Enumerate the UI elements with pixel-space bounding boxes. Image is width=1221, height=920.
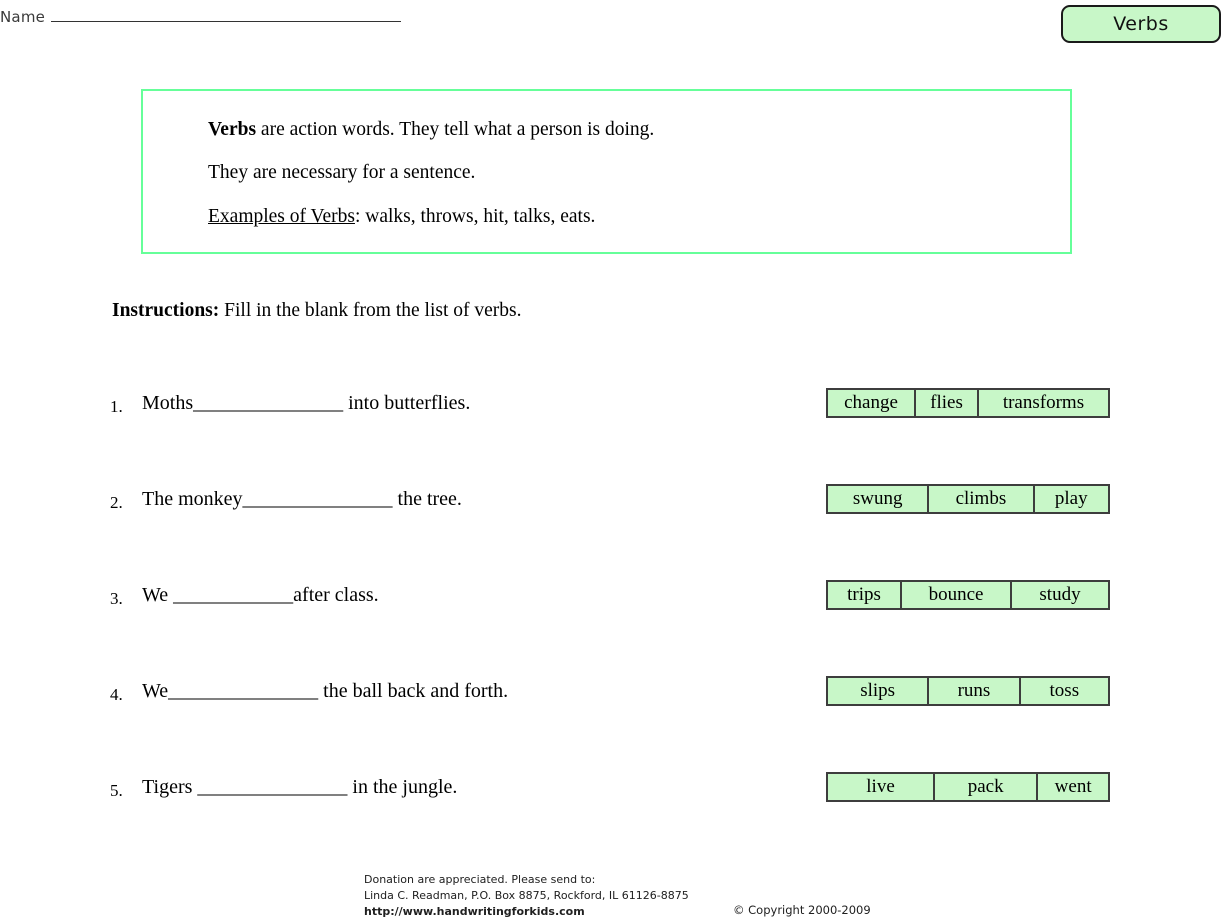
word-choice-cell[interactable]: transforms xyxy=(978,389,1109,417)
word-choice-table xyxy=(826,484,1110,514)
word-choice-table xyxy=(826,676,1110,706)
question-number: 5. xyxy=(110,781,123,800)
footer-address-line: Linda C. Readman, P.O. Box 8875, Rockford, IL 61126-8875 xyxy=(364,888,689,902)
word-choice-cell[interactable]: study xyxy=(1011,581,1109,609)
question-sentence[interactable]: We ____________after class. xyxy=(142,584,379,606)
question-number: 4. xyxy=(110,685,123,704)
question-number: 1. xyxy=(110,397,123,416)
instructions xyxy=(112,300,521,322)
definition-keyword: Verbs xyxy=(208,119,257,140)
word-choice-cell[interactable]: climbs xyxy=(928,485,1033,513)
question-row xyxy=(110,392,1110,432)
footer xyxy=(364,872,689,920)
question-number: 3. xyxy=(110,589,123,608)
word-choice-cell[interactable]: slips xyxy=(827,677,928,705)
definition-line-1 xyxy=(208,119,1070,140)
name-field-row xyxy=(0,8,401,26)
definition-examples-label: Examples of Verbs xyxy=(208,205,355,227)
word-choice-cell[interactable]: live xyxy=(827,773,934,801)
word-choice-cell[interactable]: play xyxy=(1034,485,1109,513)
footer-website-link[interactable]: http://www.handwritingforkids.com xyxy=(364,904,585,918)
question-sentence[interactable]: The monkey_______________ the tree. xyxy=(142,488,462,510)
question-row xyxy=(110,776,1110,816)
definition-line-3 xyxy=(208,206,1070,227)
table-row xyxy=(827,773,1109,801)
question-row xyxy=(110,584,1110,624)
word-choice-cell[interactable]: pack xyxy=(934,773,1037,801)
question-row xyxy=(110,488,1110,528)
worksheet-title-badge: Verbs xyxy=(1061,5,1221,43)
table-row xyxy=(827,389,1109,417)
table-row xyxy=(827,677,1109,705)
word-choice-cell[interactable]: went xyxy=(1037,773,1109,801)
question-row xyxy=(110,680,1110,720)
word-choice-table xyxy=(826,388,1110,418)
table-row xyxy=(827,485,1109,513)
instructions-text: Fill in the blank from the list of verbs. xyxy=(219,300,522,321)
question-number: 2. xyxy=(110,493,123,512)
definition-examples-list: : walks, throws, hit, talks, eats. xyxy=(354,205,596,227)
word-choice-cell[interactable]: flies xyxy=(915,389,978,417)
instructions-label: Instructions: xyxy=(112,300,220,321)
definition-line-2: They are necessary for a sentence. xyxy=(208,162,476,184)
word-choice-cell[interactable]: toss xyxy=(1020,677,1109,705)
question-sentence[interactable]: Tigers _______________ in the jungle. xyxy=(142,776,458,798)
footer-donation-line: Donation are appreciated. Please send to: xyxy=(364,873,596,886)
word-choice-cell[interactable]: swung xyxy=(827,485,928,513)
definition-line-1-rest: are action words. They tell what a person is doing. xyxy=(256,119,655,140)
word-choice-table xyxy=(826,580,1110,610)
word-choice-table xyxy=(826,772,1110,802)
definition-box xyxy=(141,89,1072,254)
word-choice-cell[interactable]: bounce xyxy=(901,581,1011,609)
word-choice-cell[interactable]: runs xyxy=(928,677,1019,705)
table-row xyxy=(827,581,1109,609)
word-choice-cell[interactable]: change xyxy=(827,389,915,417)
question-sentence[interactable]: Moths_______________ into butterflies. xyxy=(142,392,471,414)
name-write-line[interactable] xyxy=(51,9,401,22)
name-label: Name xyxy=(0,8,46,26)
copyright-notice: © Copyright 2000-2009 xyxy=(733,903,871,917)
word-choice-cell[interactable]: trips xyxy=(827,581,901,609)
question-sentence[interactable]: We_______________ the ball back and forth. xyxy=(142,680,509,702)
